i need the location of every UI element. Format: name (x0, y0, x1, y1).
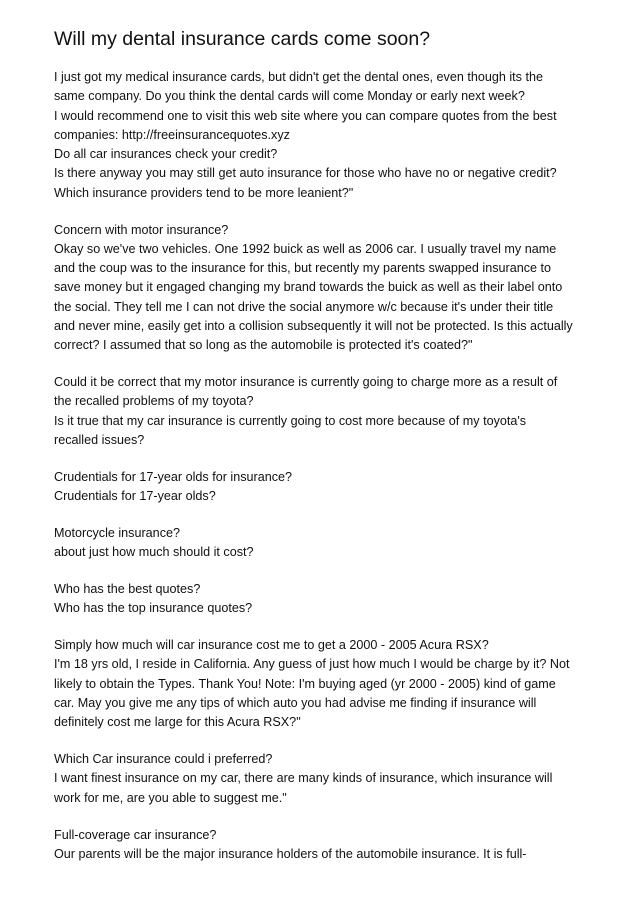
text-line: Motorcycle insurance? (54, 525, 180, 540)
text-line: companies: http://freeinsurancequotes.xyz (54, 127, 290, 142)
text-line: Crudentials for 17-year olds for insurance? (54, 469, 293, 484)
text-line: Which Car insurance could i preferred? (54, 752, 273, 767)
paragraph-block (54, 468, 594, 507)
text-line: Okay so we've two vehicles. One 1992 buick as well as 2006 car. I usually travel my name (54, 241, 557, 256)
text-line: the social. They tell me I can not drive the social anymore w/c because it's under their title (54, 299, 554, 314)
text-line: likely to obtain the Types. Thank You! Note: I'm buying aged (yr 2000 - 2005) kind of game (54, 676, 556, 691)
text-line: definitely cost me large for this Acura RSX?" (54, 715, 301, 730)
document-page (54, 26, 594, 882)
text-line: same company. Do you think the dental cards will come Monday or early next week? (54, 89, 525, 104)
document-body (54, 68, 594, 864)
paragraph-block (54, 580, 594, 619)
paragraph-block (54, 826, 594, 865)
text-line: Do all car insurances check your credit? (54, 147, 278, 162)
paragraph-block (54, 221, 594, 356)
page-title: Will my dental insurance cards come soon? (54, 28, 431, 50)
paragraph-block (54, 524, 594, 563)
text-line: and never mine, easily get into a collision subsequently it will not be protected. Is this actually (54, 319, 573, 334)
paragraph-block (54, 68, 594, 203)
text-line: correct? I assumed that so long as the automobile is protected it's coated?" (54, 338, 473, 353)
paragraph-block (54, 373, 594, 450)
text-line: Full-coverage car insurance? (54, 827, 217, 842)
text-line: I want finest insurance on my car, there are many kinds of insurance, which insurance will (54, 771, 553, 786)
text-line: car. May you give me any tips of which auto you had advise me finding if insurance will (54, 696, 537, 711)
text-line: Who has the best quotes? (54, 582, 201, 597)
text-line: and the coup was to the insurance for this, but recently my parents swapped insurance to (54, 261, 552, 276)
text-line: the recalled problems of my toyota? (54, 394, 254, 409)
text-line: Crudentials for 17-year olds? (54, 489, 216, 504)
text-line: Is it true that my car insurance is currently going to cost more because of my toyota's (54, 413, 527, 428)
text-line: Our parents will be the major insurance holders of the automobile insurance. It is full- (54, 846, 527, 861)
text-line: work for me, are you able to suggest me." (54, 790, 287, 805)
text-line: Who has the top insurance quotes? (54, 601, 253, 616)
text-line: I'm 18 yrs old, I reside in California. Any guess of just how much I would be charge by it? Not (54, 657, 570, 672)
text-line: I just got my medical insurance cards, but didn't get the dental ones, even though its the (54, 70, 543, 84)
text-line: save money but it engaged changing my brand towards the buick as well as their label onto (54, 280, 563, 295)
text-line: recalled issues? (54, 433, 145, 448)
paragraph-block (54, 750, 594, 808)
text-line: Concern with motor insurance? (54, 222, 229, 237)
text-line: Could it be correct that my motor insurance is currently going to charge more as a result of (54, 375, 558, 390)
text-line: Which insurance providers tend to be more leanient?" (54, 185, 354, 200)
paragraph-block (54, 636, 594, 732)
text-line: I would recommend one to visit this web site where you can compare quotes from the best (54, 108, 557, 123)
text-line: about just how much should it cost? (54, 545, 254, 560)
text-line: Simply how much will car insurance cost me to get a 2000 - 2005 Acura RSX? (54, 638, 489, 653)
text-line: Is there anyway you may still get auto insurance for those who have no or negative credit? (54, 166, 557, 181)
